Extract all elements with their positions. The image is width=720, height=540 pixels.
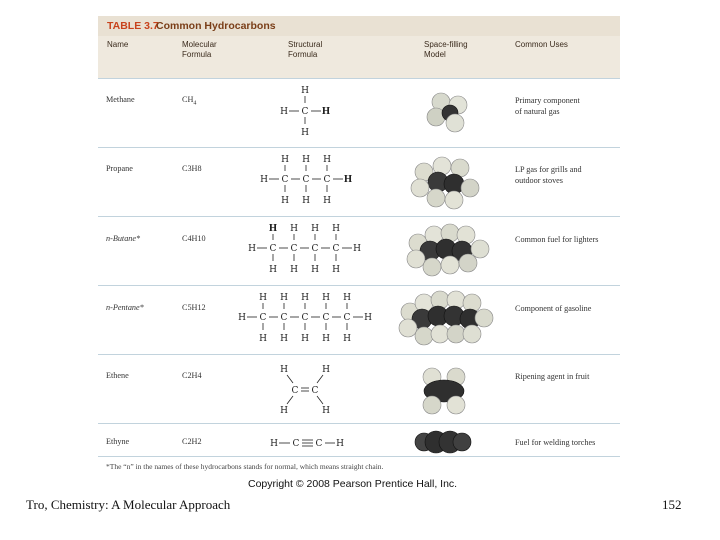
- header-space-filling-model-line1: Space-filling: [424, 40, 468, 49]
- row-uses-line1: LP gas for grills and: [515, 165, 582, 174]
- table-title: Common Hydrocarbons: [156, 20, 276, 32]
- svg-text:C: C: [301, 313, 309, 323]
- svg-text:C: C: [290, 244, 298, 254]
- svg-text:C: C: [322, 313, 330, 323]
- svg-text:C: C: [311, 244, 319, 254]
- svg-text:C: C: [323, 175, 331, 185]
- svg-text:H: H: [322, 365, 330, 375]
- hydrocarbons-table: [98, 16, 620, 460]
- svg-text:H: H: [323, 155, 331, 165]
- row-common-uses: [515, 303, 620, 314]
- header-space-filling-model-line2: Model: [424, 50, 446, 59]
- svg-text:C: C: [281, 175, 289, 185]
- pentane-space-filling-model-icon: [98, 286, 620, 355]
- svg-text:H: H: [302, 155, 310, 165]
- svg-text:H: H: [353, 244, 361, 254]
- ethene-space-filling-model-icon: [98, 355, 620, 424]
- table-row-n-pentane: [98, 285, 620, 355]
- svg-text:H: H: [301, 86, 309, 96]
- table-row-ethene: [98, 354, 620, 424]
- header-molecular-formula-line1: Molecular: [182, 40, 217, 49]
- row-common-uses: [515, 371, 620, 382]
- table-row-propane: [98, 147, 620, 217]
- svg-text:H: H: [280, 107, 288, 117]
- svg-text:H: H: [301, 334, 309, 344]
- header-space-filling-model: [424, 40, 468, 60]
- table-label: TABLE 3.7: [107, 20, 159, 32]
- row-uses-line2: of natural gas: [515, 107, 560, 116]
- svg-text:H: H: [322, 406, 330, 416]
- row-name: Methane: [106, 95, 135, 104]
- svg-text:C: C: [269, 244, 277, 254]
- row-molecular-formula: C3H8: [182, 164, 202, 173]
- row-uses-line2: outdoor stoves: [515, 176, 563, 185]
- row-molecular-formula: C4H10: [182, 234, 206, 243]
- svg-text:C: C: [301, 107, 309, 117]
- svg-text:H: H: [322, 334, 330, 344]
- table-footnote: *The “n” in the names of these hydrocarbons stands for normal, which means straight chain.: [106, 462, 384, 471]
- svg-text:H: H: [270, 439, 278, 449]
- svg-text:H: H: [323, 196, 331, 206]
- copyright-notice: Copyright © 2008 Pearson Prentice Hall, Inc.: [248, 478, 458, 490]
- row-uses-line1: Primary component: [515, 96, 580, 105]
- table-row-n-butane: [98, 216, 620, 286]
- svg-text:H: H: [259, 293, 267, 303]
- row-common-uses: [515, 437, 620, 448]
- svg-text:H: H: [332, 265, 340, 275]
- svg-text:H: H: [281, 155, 289, 165]
- svg-text:H: H: [280, 293, 288, 303]
- svg-text:C: C: [292, 439, 300, 449]
- row-molecular-formula: C5H12: [182, 303, 206, 312]
- butane-space-filling-model-icon: [98, 217, 620, 286]
- row-name: n-Butane*: [106, 234, 141, 243]
- row-uses-line1: Fuel for welding torches: [515, 438, 596, 447]
- row-molecular-formula: C2H4: [182, 371, 202, 380]
- row-name: Ethene: [106, 371, 129, 380]
- svg-text:C: C: [315, 439, 323, 449]
- svg-text:H: H: [301, 293, 309, 303]
- svg-text:H: H: [280, 334, 288, 344]
- slide-caption: Tro, Chemistry: A Molecular Approach: [26, 497, 231, 512]
- row-common-uses: [515, 164, 620, 186]
- row-uses-line1: Ripening agent in fruit: [515, 372, 590, 381]
- svg-text:C: C: [311, 386, 319, 396]
- table-title-bar: [98, 16, 620, 36]
- svg-text:C: C: [302, 175, 310, 185]
- svg-text:H: H: [321, 107, 331, 117]
- formula-text: CH: [182, 95, 194, 104]
- header-common-uses: Common Uses: [515, 40, 568, 49]
- row-name: Ethyne: [106, 437, 130, 446]
- svg-text:C: C: [332, 244, 340, 254]
- header-structural-formula: [288, 40, 322, 60]
- svg-text:H: H: [343, 175, 353, 185]
- svg-text:H: H: [302, 196, 310, 206]
- table-row-methane: [98, 78, 620, 148]
- row-molecular-formula: C2H2: [182, 437, 202, 446]
- svg-text:H: H: [260, 175, 268, 185]
- svg-text:H: H: [280, 406, 288, 416]
- svg-text:H: H: [248, 244, 256, 254]
- svg-text:H: H: [301, 128, 309, 138]
- header-name: Name: [107, 40, 129, 49]
- svg-text:H: H: [259, 334, 267, 344]
- row-name: n-Pentane*: [106, 303, 144, 312]
- svg-text:H: H: [364, 313, 372, 323]
- formula-subscript: 4: [193, 100, 197, 107]
- svg-text:H: H: [238, 313, 246, 323]
- svg-text:H: H: [281, 196, 289, 206]
- header-structural-formula-line1: Structural: [288, 40, 323, 49]
- svg-text:C: C: [280, 313, 288, 323]
- header-molecular-formula-line2: Formula: [182, 50, 212, 59]
- svg-text:C: C: [291, 386, 299, 396]
- row-uses-line1: Common fuel for lighters: [515, 235, 599, 244]
- svg-text:C: C: [259, 313, 267, 323]
- header-molecular-formula: [182, 40, 217, 60]
- svg-text:H: H: [290, 224, 298, 234]
- svg-text:H: H: [268, 224, 278, 234]
- svg-text:H: H: [343, 334, 351, 344]
- row-uses-line1: Component of gasoline: [515, 304, 592, 313]
- svg-text:H: H: [311, 265, 319, 275]
- table-bottom-rule: [98, 456, 620, 457]
- svg-text:H: H: [290, 265, 298, 275]
- svg-text:H: H: [343, 293, 351, 303]
- row-common-uses: [515, 234, 620, 245]
- svg-text:H: H: [332, 224, 340, 234]
- header-structural-formula-line2: Formula: [288, 50, 318, 59]
- svg-text:H: H: [269, 265, 277, 275]
- svg-text:H: H: [311, 224, 319, 234]
- page-number: 152: [662, 497, 682, 512]
- svg-text:H: H: [280, 365, 288, 375]
- svg-text:H: H: [322, 293, 330, 303]
- table-header-row: [98, 36, 620, 78]
- row-name: Propane: [106, 164, 133, 173]
- row-common-uses: [515, 95, 620, 117]
- svg-text:H: H: [336, 439, 344, 449]
- svg-text:C: C: [343, 313, 351, 323]
